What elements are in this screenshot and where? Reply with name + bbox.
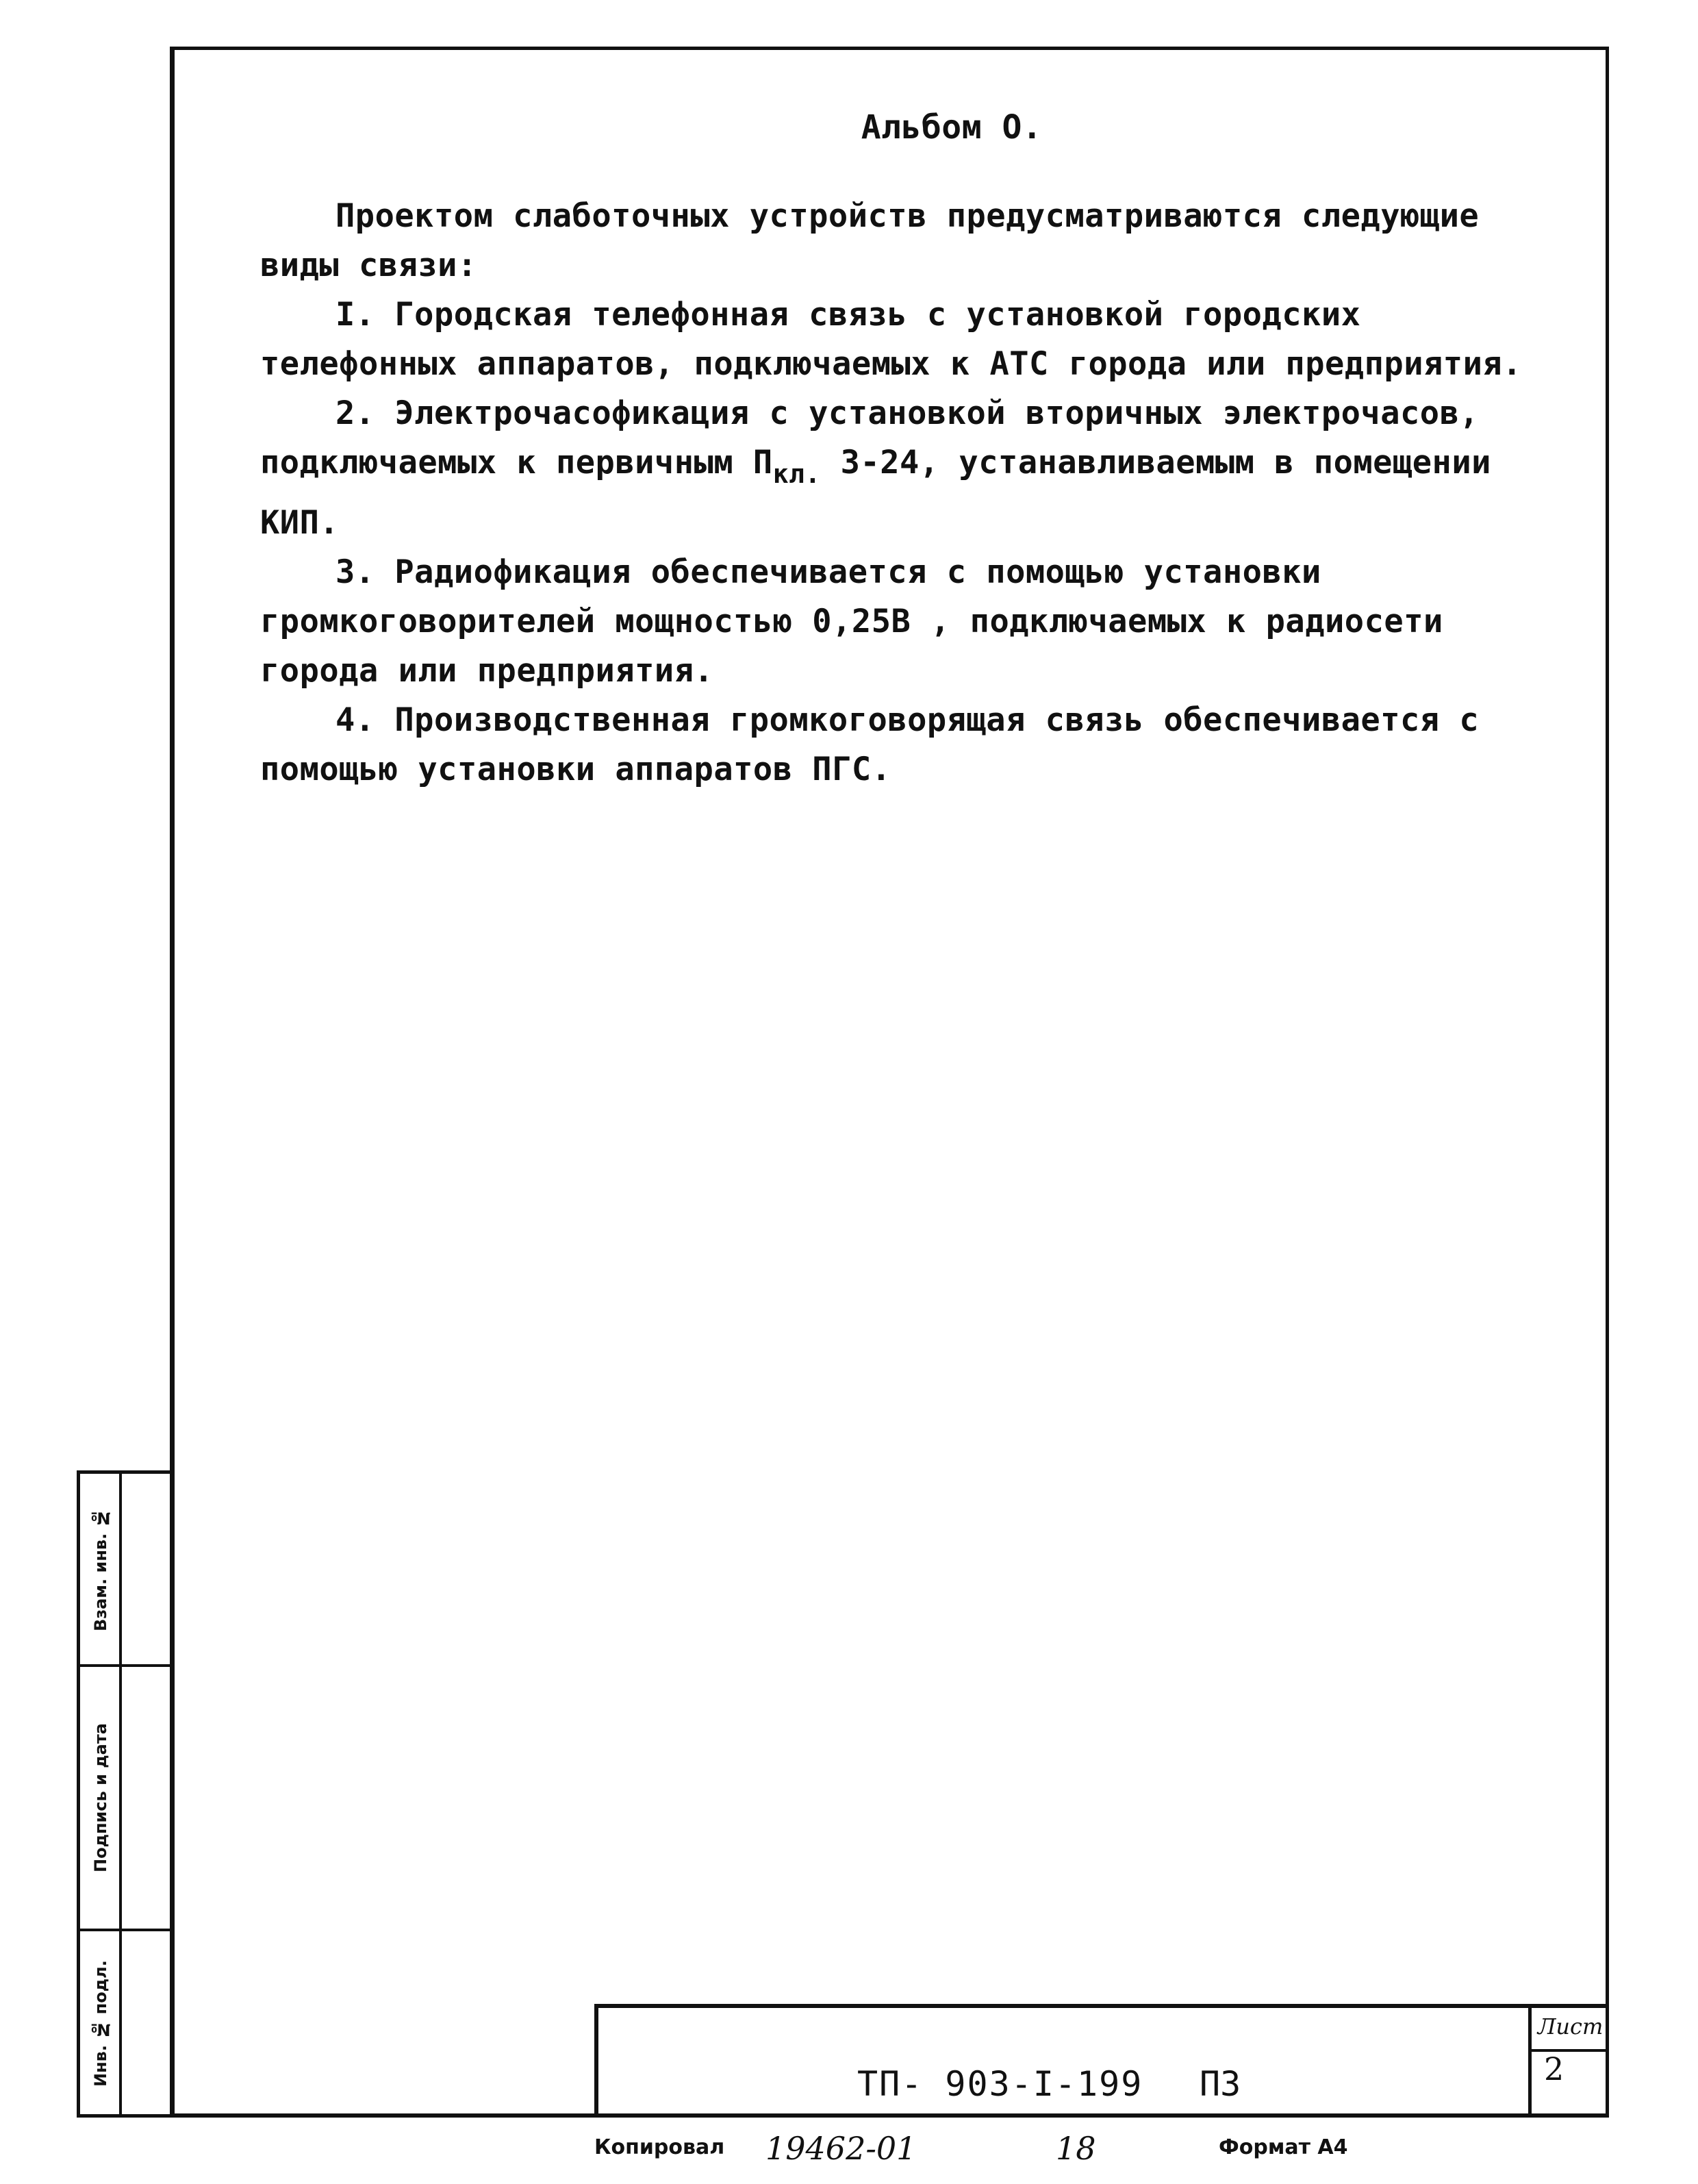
sheet-divider [1532,2049,1609,2052]
footer-copied-label: Копировал [594,2135,725,2159]
page-title: Альбом О. [861,108,1043,147]
list-item-intercom: 4. Производственная громкоговорящая связь обеспечивается с помощью установки аппаратов ПГС. [260,701,1480,788]
list-item-radio: 3. Радиофикация обеспечивается с помощью установки громкоговорителей мощностью 0,25В , подключаемых к радиосети города или предприятия. [260,553,1443,690]
sheet-box [1528,2008,1609,2118]
side-stamp-row-divider [80,1929,171,1931]
footer-order-number: 19462-01 [765,2130,917,2167]
list-item-clocks-text-before: 2. Электрочасофикация с установкой вторичных электрочасов, подключаемых к первичным П [260,394,1480,481]
document-designation: ТП- 903-I-199 [857,2064,1143,2104]
footer-sheet-number: 18 [1056,2130,1096,2167]
list-item-clocks-text-after: 3-24, устанавливаемым в помещении КИП. [260,444,1491,542]
side-stamp-divider [119,1474,122,2114]
title-block [594,2004,1609,2118]
side-stamp-label-replacement: Взам. инв. № [91,1508,110,1631]
sheet-number: 2 [1544,2050,1564,2087]
side-stamp-label-signature: Подпись и дата [91,1723,110,1872]
intro-paragraph: Проектом слаботочных устройств предусматриваются следующие виды связи: [260,197,1480,284]
list-item-telephone: I. Городская телефонная связь с установкой городских телефонных аппаратов, подключаемых к АТС города или предприятия. [260,296,1522,383]
side-stamp [77,1470,175,2118]
list-item-clocks-subscript: кл. [772,459,821,489]
side-stamp-row-divider [80,1664,171,1667]
document-code: ПЗ [1200,2064,1241,2104]
footer-format-label: Формат А4 [1219,2135,1348,2159]
side-stamp-label-inventory: Инв. № подл. [91,1960,110,2087]
list-item-clocks [260,389,1547,548]
sheet-label: Лист [1537,2013,1604,2039]
document-body [260,103,1547,794]
